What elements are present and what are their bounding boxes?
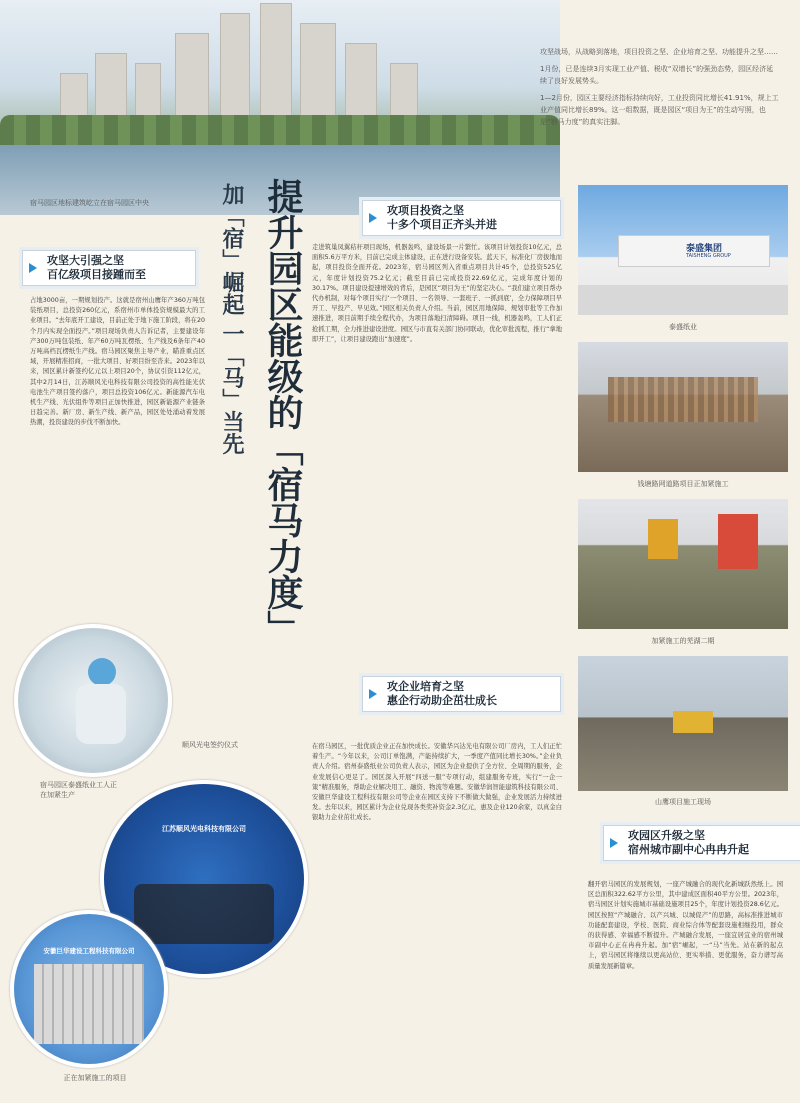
intro-line-3: 1—2月份，园区主要经济指标持续向好，工业投资同比增长41.91%，规上工业产值同比增长89%。这一组数据，既是园区“项目为王”的生动写照，也是“宿马力度”的真实注脚。 <box>540 94 779 126</box>
ceremony-banner: 江苏顺风光电科技有限公司 <box>162 825 246 833</box>
sign-text-en: TAISHENG GROUP <box>686 253 731 259</box>
section-1-body: 占地3000亩，一期规划投产。这就是宿州山鹰年产360万吨包装纸项目，总投资260亿元，系宿州市单体投资规模最大的工业项目。“去年底开工建设，目前正处于地下施工阶段，将在20个月内实现全面投产。”项目现场负责人告诉记者，主要建设年产300万吨包装纸、年产60万吨瓦楞纸、生产线及6条年产40万吨高档瓦楞纸生产线。宿马园区聚焦主导产业，瞄准重点区域，开展精准招商，一批大项目、好项目纷至沓来。2023年以来，园区累计新签约亿元以上项目20个，协议引资112亿元，其中2月14日，江苏顺风光电科技有限公司投资的高性能光伏电池生产项目签约落户，项目总投资106亿元。新能源汽车电机生产线、光伏组件等项目正加快推进，园区新能源产业链条日趋完善。新厂房、新生产线、新产品，园区处处涌动着发展热潮，投资建设的步伐不断加快。 <box>30 297 205 427</box>
photo-construction <box>578 499 788 629</box>
triangle-icon <box>369 689 377 699</box>
triangle-icon <box>29 263 37 273</box>
bldg-banner: 安徽巨华建设工程科技有限公司 <box>43 947 135 955</box>
section-2-body: 走进筑巢凤翼秸秆项目现场，机器轰鸣，建设场景一片繁忙。该项目计划投资10亿元，总面积5.6万平方米，目前已完成主体建设，正在进行设备安装。蓝天下，标准化厂房拔地而起，项目投资全面开花。2023年，宿马园区列入省重点项目共计45个，总投资525亿元，年度计划投资75.2亿元；截至目前已完成投资22.69亿元，完成年度计划的30.17%。项目建设提速增效的背后，是园区“项目为王”的坚定决心。“我们建立项目帮办代办机制，对每个项目实行‘一个项目、一名领导、一套班子、一抓到底’，全力保障项目早开工、早投产、早见效。”园区相关负责人介绍。当前，园区用地保障、规划审批等工作加速推进，项目前期手续全程代办，为项目落地扫清障碍。项目一线，机器轰鸣，工人们正抢抓工期，全力推进建设进度。园区与市直有关部门协同联动，优化审批流程，推行“拿地即开工”，让项目建设跑出“加速度”。 <box>312 244 562 343</box>
photo-road <box>578 342 788 472</box>
intro-line-1: 攻坚战场，从战略到落地，项目投资之坚、企业培育之坚、功能提升之坚…… <box>540 48 778 56</box>
section-title-4: 攻园区升级之坚 宿州城市副中心冉冉升起 <box>603 825 800 861</box>
photo-taisheng <box>578 185 788 315</box>
section-title-2: 攻项目投资之坚 十多个项目正齐头并进 <box>362 200 561 236</box>
caption-road: 钱塘路网道路项目正加紧施工 <box>637 480 729 488</box>
photo-excavator <box>578 656 788 791</box>
sign-text: 泰盛集团 <box>686 244 723 254</box>
intro-line-2: 1月份，已是连续3月实现工业产值、税收“双增长”的强劲态势，园区经济延续了良好发展势头。 <box>540 65 774 85</box>
hero-caption: 宿马园区地标建筑屹立在宿马园区中央 <box>30 199 149 207</box>
caption-worker: 宿马园区泰盛纸业工人正在加紧生产 <box>40 781 117 799</box>
photo-worker <box>14 624 172 777</box>
intro-text <box>540 46 780 128</box>
section-title-3: 攻企业培育之坚 惠企行动助企茁壮成长 <box>362 676 561 712</box>
section-title-1: 攻坚大引强之坚 百亿级项目接踵而至 <box>22 250 196 286</box>
caption-excavator: 山鹰项目施工现场 <box>655 798 711 806</box>
headline-main: 提升园区能级的「宿马力度」 <box>262 178 304 646</box>
triangle-icon <box>610 838 618 848</box>
caption-taisheng: 泰盛纸业 <box>669 323 697 331</box>
caption-construction: 加紧施工的芜湖二期 <box>651 637 715 645</box>
headline-sub: 加「宿」崛起 一「马」当先 <box>219 183 245 455</box>
caption-ceremony: 顺风光电签约仪式 <box>182 741 238 749</box>
caption-bldg: 正在加紧施工的项目 <box>63 1074 127 1082</box>
triangle-icon <box>369 213 377 223</box>
section-3-body: 在宿马园区，一批优质企业正在加快成长。安徽华兴达光电有限公司厂房内，工人们正忙着生产。“今年以来，公司订单饱满，产能持续扩大，一季度产值同比增长30%。”企业负责人介绍。宿州泰盛纸业公司负责人表示，园区为企业提供了全方位、全周期的服务，企业发展信心更足了。园区深入开展“四送一服”专项行动，组建服务专班，实行“一企一策”精准服务，帮助企业解决用工、融资、物流等难题。安徽华润智能建筑科技有限公司、安徽巨华建设工程科技有限公司等企业在园区支持下不断做大做强，企业发展活力持续迸发。去年以来，园区累计为企业兑现各类奖补资金2.3亿元，惠及企业120余家，以真金白银助力企业茁壮成长。 <box>312 743 562 822</box>
photo-bldg <box>10 910 168 1068</box>
section-4-body: 翻开宿马园区的发展规划，一座产城融合的现代化新城跃然纸上。园区总面积322.62平方公里，其中建成区面积40平方公里。2023年，宿马园区计划实施城市基础设施项目25个，年度计划投资28.6亿元。园区按照“产城融合、以产兴城、以城促产”的思路，高标准推进城市功能配套建设，学校、医院、商业综合体等配套设施相继投用，群众的获得感、幸福感不断提升。产城融合发展，一座宜居宜业的宿州城市副中心正在冉冉升起。加“宿”崛起，一“马”当先。站在新的起点上，宿马园区将继续以更高站位、更实举措、更优服务，奋力谱写高质量发展新篇章。 <box>588 881 783 970</box>
